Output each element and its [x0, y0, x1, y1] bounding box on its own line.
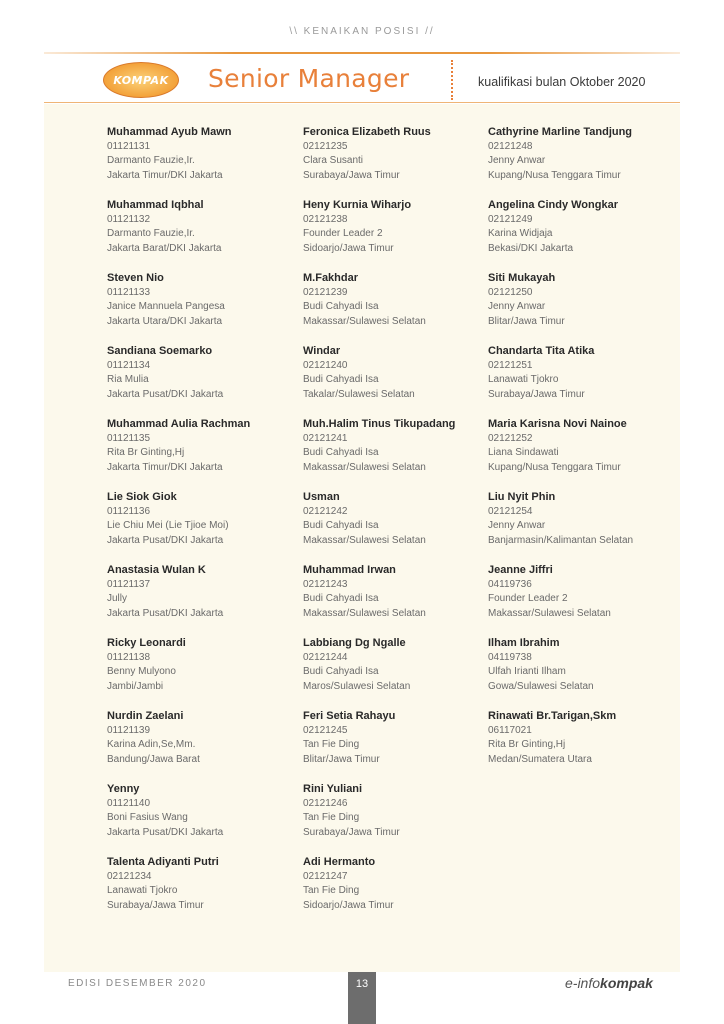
member-id: 06117021: [488, 724, 532, 736]
member-entry: [303, 417, 483, 490]
member-id: 02121250: [488, 286, 533, 298]
member-sponsor: Clara Susanti: [303, 155, 364, 166]
member-sponsor: Lanawati Tjokro: [107, 885, 178, 896]
member-location: Medan/Sumatera Utara: [488, 753, 592, 765]
member-name: Angelina Cindy Wongkar: [488, 199, 618, 211]
member-sponsor: Benny Mulyono: [107, 666, 176, 677]
member-sponsor: Ria Mulia: [107, 374, 149, 385]
member-sponsor: Jenny Anwar: [488, 520, 546, 531]
member-name: Siti Mukayah: [488, 272, 556, 284]
member-sponsor: Budi Cahyadi Isa: [303, 520, 379, 531]
member-entry: [303, 782, 483, 855]
page-title: Senior Manager: [208, 64, 410, 93]
page-number: 13: [348, 972, 376, 1024]
member-sponsor: Boni Fasius Wang: [107, 812, 188, 823]
member-sponsor: Budi Cahyadi Isa: [303, 447, 379, 458]
member-location: Banjarmasin/Kalimantan Selatan: [488, 534, 634, 546]
member-sponsor: Liana Sindawati: [488, 447, 559, 458]
member-location: Kupang/Nusa Tenggara Timur: [488, 169, 621, 181]
member-location: Jakarta Pusat/DKI Jakarta: [107, 607, 224, 619]
member-entry: [107, 855, 287, 928]
kompak-logo: [103, 62, 179, 98]
member-name: Lie Siok Giok: [107, 491, 177, 503]
member-name: Ricky Leonardi: [107, 637, 186, 649]
member-entry: [303, 125, 483, 198]
member-id: 02121247: [303, 870, 348, 882]
member-id: 02121241: [303, 432, 348, 444]
member-name: Maria Karisna Novi Nainoe: [488, 418, 627, 430]
member-sponsor: Darmanto Fauzie,Ir.: [107, 228, 195, 239]
member-name: Steven Nio: [107, 272, 164, 284]
member-entry: [488, 198, 668, 271]
member-location: Jakarta Pusat/DKI Jakarta: [107, 388, 224, 400]
member-location: Takalar/Sulawesi Selatan: [303, 388, 415, 400]
header-divider: [451, 60, 453, 100]
member-name: M.Fakhdar: [303, 272, 359, 284]
member-id: 02121254: [488, 505, 533, 517]
member-location: Surabaya/Jawa Timur: [488, 388, 585, 400]
member-location: Jakarta Pusat/DKI Jakarta: [107, 826, 224, 838]
member-location: Jakarta Barat/DKI Jakarta: [107, 242, 222, 254]
member-sponsor: Rita Br Ginting,Hj: [488, 739, 566, 750]
member-id: 01121133: [107, 286, 151, 298]
member-sponsor: Tan Fie Ding: [303, 885, 360, 896]
member-sponsor: Founder Leader 2: [303, 228, 383, 239]
member-sponsor: Darmanto Fauzie,Ir.: [107, 155, 195, 166]
member-id: 04119738: [488, 651, 532, 663]
member-entry: [303, 344, 483, 417]
member-entry: [303, 198, 483, 271]
member-id: 02121242: [303, 505, 348, 517]
member-name: Heny Kurnia Wiharjo: [303, 199, 412, 211]
member-sponsor: Budi Cahyadi Isa: [303, 374, 379, 385]
member-location: Bandung/Jawa Barat: [107, 753, 200, 765]
member-name: Muh.Halim Tinus Tikupadang: [303, 418, 456, 430]
member-sponsor: Rita Br Ginting,Hj: [107, 447, 185, 458]
member-entry: [107, 125, 287, 198]
member-entry: [107, 709, 287, 782]
member-entry: [488, 636, 668, 709]
member-sponsor: Jully: [107, 593, 128, 604]
section-label: \\ KENAIKAN POSISI //: [289, 26, 435, 37]
member-sponsor: Karina Widjaja: [488, 228, 553, 239]
member-column-3: [488, 125, 668, 782]
member-id: 02121248: [488, 140, 533, 152]
brand-suffix: kompak: [600, 975, 653, 991]
member-location: Jakarta Pusat/DKI Jakarta: [107, 534, 224, 546]
member-name: Labbiang Dg Ngalle: [303, 637, 406, 649]
member-name: Feronica Elizabeth Ruus: [303, 126, 431, 138]
member-location: Blitar/Jawa Timur: [303, 753, 380, 765]
member-location: Surabaya/Jawa Timur: [303, 826, 400, 838]
member-sponsor: Tan Fie Ding: [303, 812, 360, 823]
footer-brand: [565, 975, 653, 991]
member-id: 02121240: [303, 359, 348, 371]
member-id: 04119736: [488, 578, 532, 590]
member-id: 02121249: [488, 213, 533, 225]
member-name: Cathyrine Marline Tandjung: [488, 126, 633, 138]
member-id: 01121134: [107, 359, 151, 371]
member-id: 01121131: [107, 140, 151, 152]
member-column-2: [303, 125, 483, 928]
member-name: Talenta Adiyanti Putri: [107, 856, 219, 868]
member-sponsor: Jenny Anwar: [488, 301, 546, 312]
header-top-rule: [44, 52, 680, 54]
member-name: Liu Nyit Phin: [488, 491, 556, 503]
qualification-period: kualifikasi bulan Oktober 2020: [478, 75, 646, 89]
member-id: 02121234: [107, 870, 152, 882]
member-column-1: [107, 125, 287, 928]
member-name: Adi Hermanto: [303, 856, 376, 868]
member-name: Nurdin Zaelani: [107, 710, 184, 722]
brand-prefix: e-info: [565, 975, 601, 991]
member-id: 02121245: [303, 724, 348, 736]
member-entry: [107, 344, 287, 417]
member-location: Sidoarjo/Jawa Timur: [303, 242, 394, 254]
member-name: Chandarta Tita Atika: [488, 345, 595, 357]
member-sponsor: Karina Adin,Se,Mm.: [107, 739, 196, 750]
member-sponsor: Founder Leader 2: [488, 593, 568, 604]
member-entry: [303, 490, 483, 563]
member-entry: [488, 344, 668, 417]
member-id: 02121244: [303, 651, 348, 663]
member-location: Surabaya/Jawa Timur: [303, 169, 400, 181]
member-sponsor: Lie Chiu Mei (Lie Tjioe Moi): [107, 520, 229, 531]
member-name: Rinawati Br.Tarigan,Skm: [488, 710, 617, 722]
member-sponsor: Budi Cahyadi Isa: [303, 301, 379, 312]
member-entry: [488, 563, 668, 636]
member-sponsor: Ulfah Irianti Ilham: [488, 666, 566, 677]
member-name: Muhammad Irwan: [303, 564, 396, 576]
member-name: Windar: [303, 345, 341, 357]
member-name: Muhammad Ayub Mawn: [107, 126, 232, 138]
header-bottom-rule: [44, 102, 680, 103]
member-sponsor: Budi Cahyadi Isa: [303, 666, 379, 677]
member-name: Rini Yuliani: [303, 783, 363, 795]
member-entry: [107, 563, 287, 636]
member-entry: [107, 198, 287, 271]
member-entry: [303, 855, 483, 928]
logo-text: KOMPAK: [113, 73, 169, 87]
member-location: Surabaya/Jawa Timur: [107, 899, 204, 911]
member-entry: [488, 490, 668, 563]
member-entry: [303, 563, 483, 636]
member-entry: [107, 782, 287, 855]
member-id: 02121238: [303, 213, 348, 225]
member-id: 01121136: [107, 505, 151, 517]
member-name: Muhammad Aulia Rachman: [107, 418, 251, 430]
member-location: Makassar/Sulawesi Selatan: [303, 461, 426, 473]
member-name: Anastasia Wulan K: [107, 564, 206, 576]
member-location: Kupang/Nusa Tenggara Timur: [488, 461, 621, 473]
member-sponsor: Budi Cahyadi Isa: [303, 593, 379, 604]
member-location: Jakarta Utara/DKI Jakarta: [107, 315, 223, 327]
member-entry: [488, 271, 668, 344]
member-id: 02121243: [303, 578, 348, 590]
member-entry: [488, 709, 668, 782]
member-name: Feri Setia Rahayu: [303, 710, 396, 722]
member-location: Maros/Sulawesi Selatan: [303, 680, 411, 692]
member-name: Usman: [303, 491, 340, 503]
member-id: 02121251: [488, 359, 533, 371]
member-location: Makassar/Sulawesi Selatan: [488, 607, 611, 619]
member-id: 01121139: [107, 724, 151, 736]
member-sponsor: Jenny Anwar: [488, 155, 546, 166]
member-id: 01121132: [107, 213, 151, 225]
member-location: Makassar/Sulawesi Selatan: [303, 315, 426, 327]
member-location: Blitar/Jawa Timur: [488, 315, 565, 327]
member-entry: [488, 125, 668, 198]
member-location: Jambi/Jambi: [107, 680, 164, 692]
member-id: 02121239: [303, 286, 348, 298]
member-id: 01121135: [107, 432, 151, 444]
member-id: 02121252: [488, 432, 533, 444]
member-entry: [303, 636, 483, 709]
member-id: 01121138: [107, 651, 151, 663]
member-entry: [303, 271, 483, 344]
member-entry: [107, 271, 287, 344]
member-location: Makassar/Sulawesi Selatan: [303, 607, 426, 619]
member-name: Jeanne Jiffri: [488, 564, 553, 576]
member-name: Yenny: [107, 783, 140, 795]
member-location: Gowa/Sulawesi Selatan: [488, 680, 594, 692]
member-entry: [488, 417, 668, 490]
member-name: Sandiana Soemarko: [107, 345, 213, 357]
member-entry: [107, 490, 287, 563]
member-id: 01121140: [107, 797, 151, 809]
member-id: 01121137: [107, 578, 151, 590]
member-id: 02121246: [303, 797, 348, 809]
member-location: Jakarta Timur/DKI Jakarta: [107, 461, 223, 473]
member-name: Muhammad Iqbhal: [107, 199, 204, 211]
member-entry: [107, 636, 287, 709]
member-name: Ilham Ibrahim: [488, 637, 560, 649]
member-entry: [107, 417, 287, 490]
member-entry: [303, 709, 483, 782]
member-location: Sidoarjo/Jawa Timur: [303, 899, 394, 911]
footer-edition: EDISI DESEMBER 2020: [68, 978, 207, 989]
member-sponsor: Lanawati Tjokro: [488, 374, 559, 385]
member-location: Bekasi/DKI Jakarta: [488, 242, 574, 254]
member-location: Jakarta Timur/DKI Jakarta: [107, 169, 223, 181]
member-sponsor: Janice Mannuela Pangesa: [107, 301, 225, 312]
member-sponsor: Tan Fie Ding: [303, 739, 360, 750]
member-location: Makassar/Sulawesi Selatan: [303, 534, 426, 546]
member-id: 02121235: [303, 140, 348, 152]
